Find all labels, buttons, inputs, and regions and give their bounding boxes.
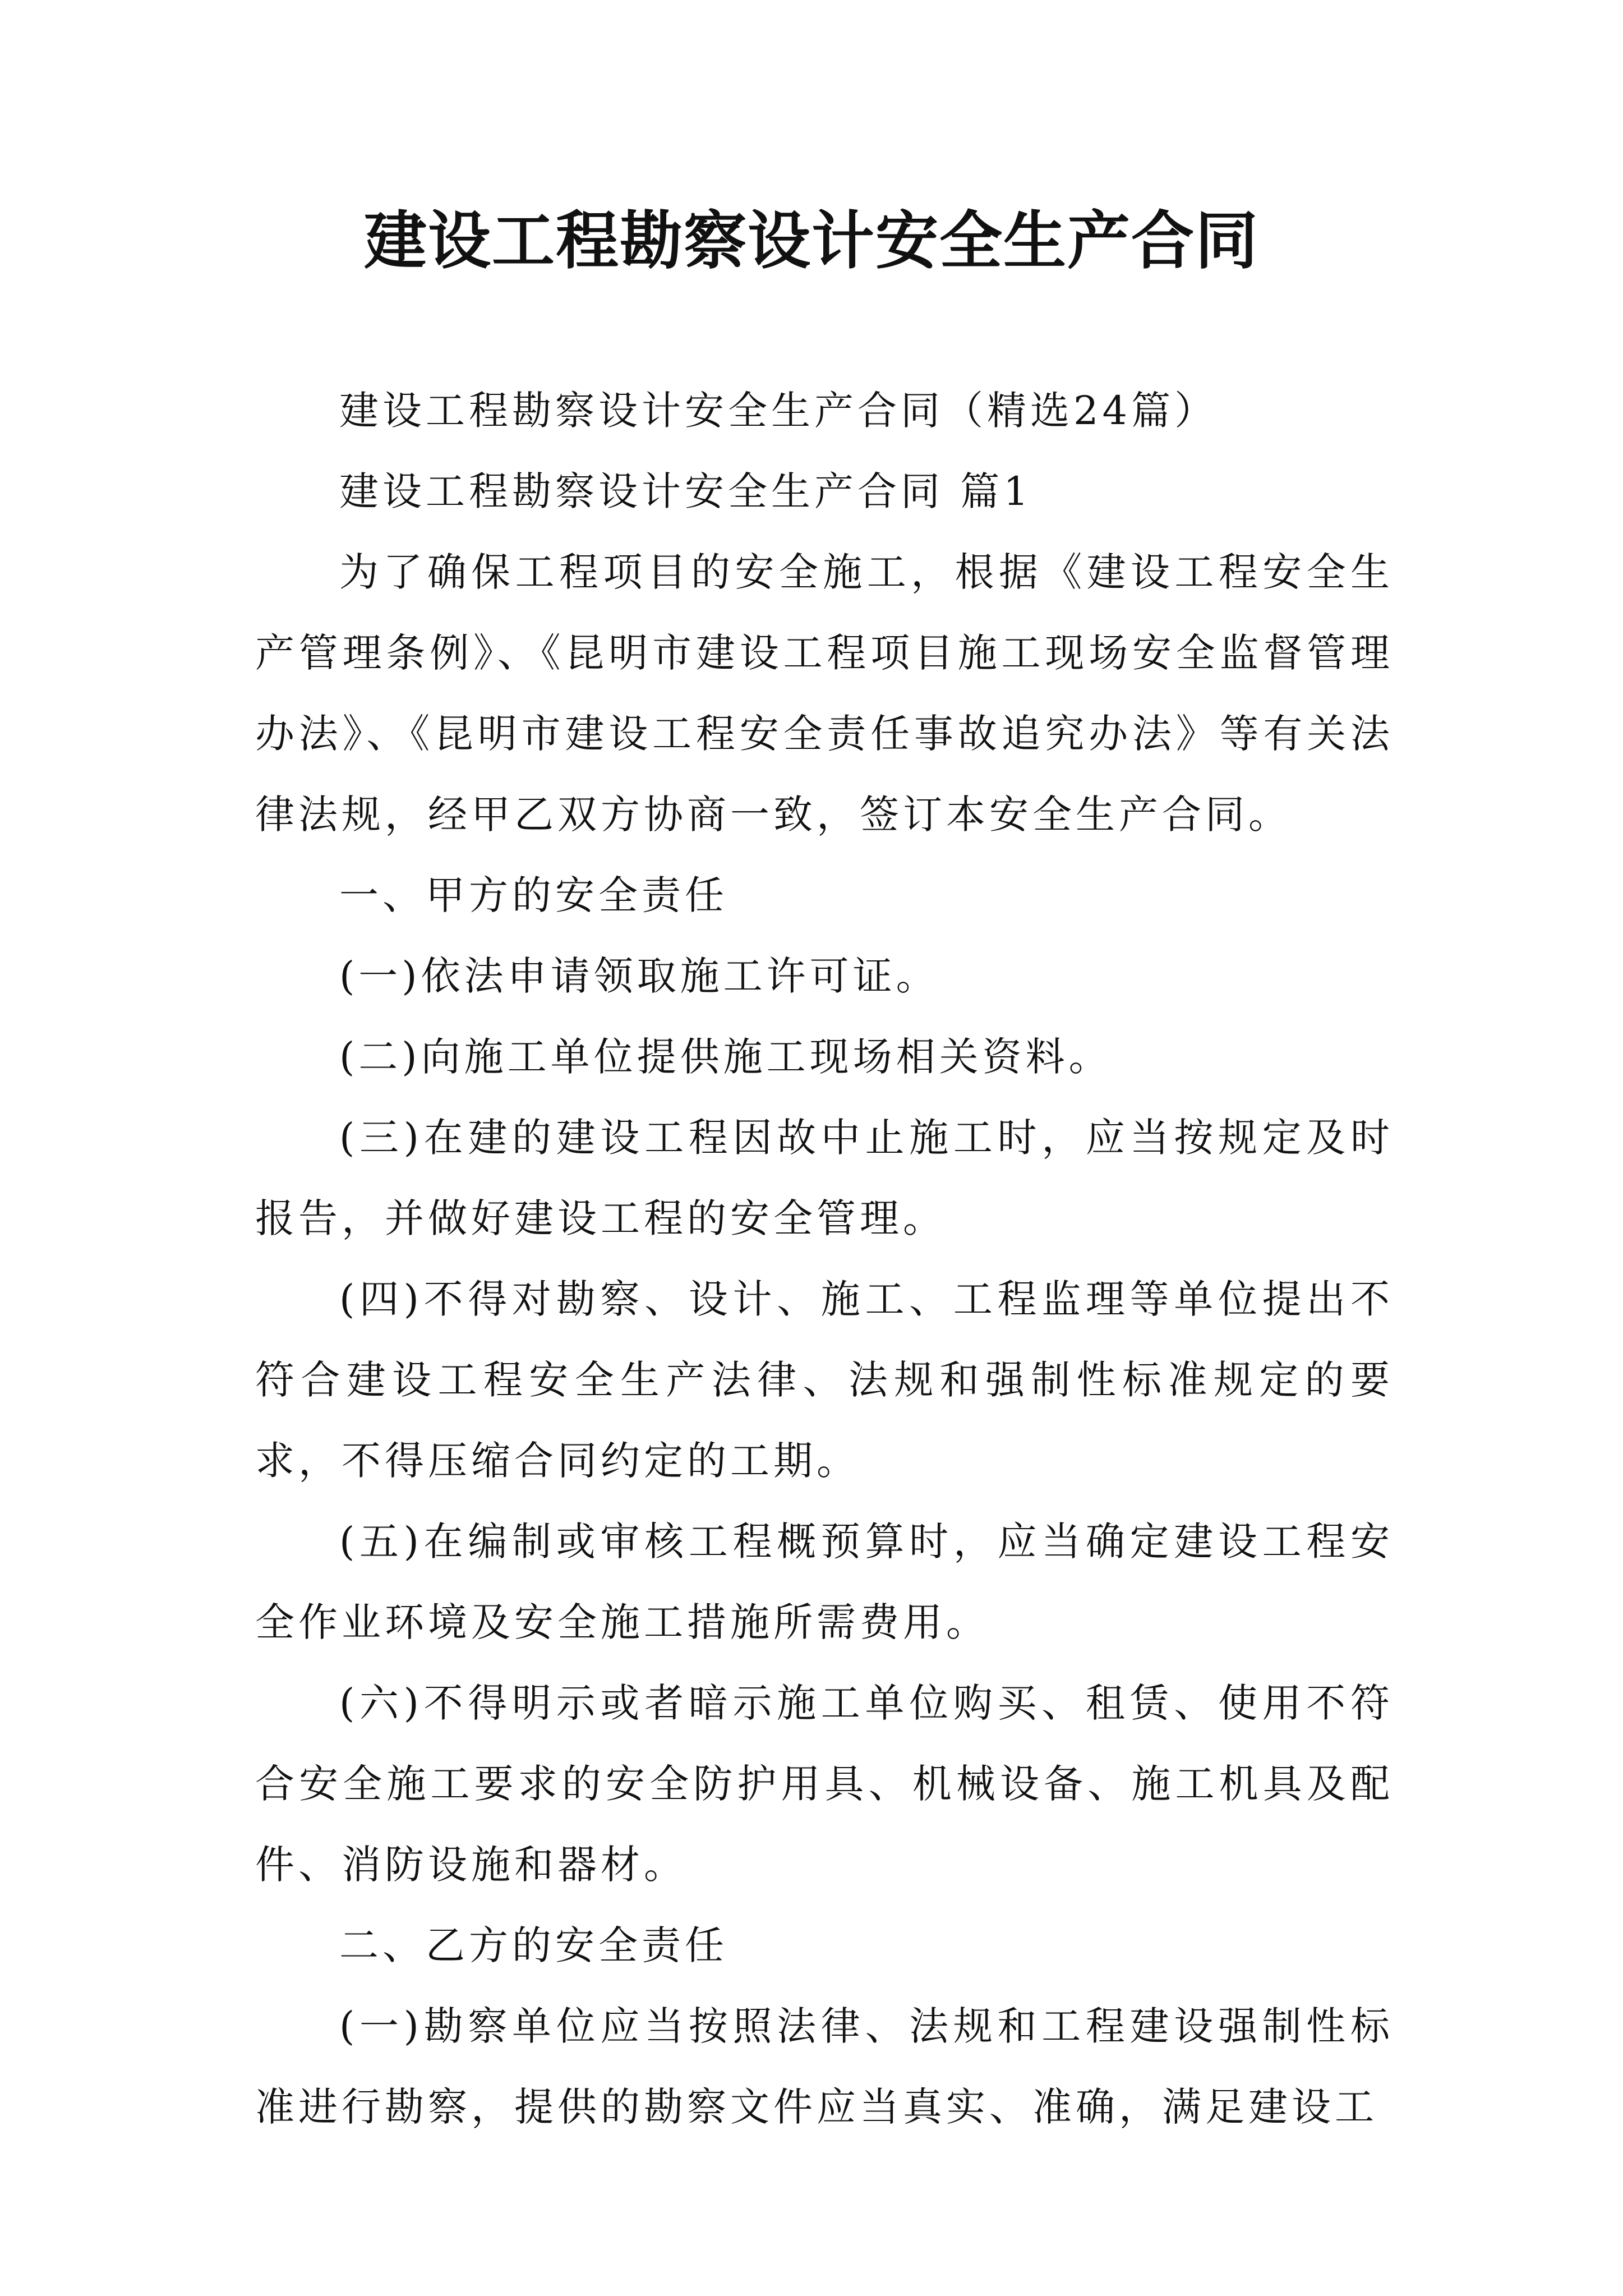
- paragraph: (五)在编制或审核工程概预算时，应当确定建设工程安全作业环境及安全施工措施所需费用。: [255, 1519, 1394, 1645]
- paragraph-heading: 二、乙方的安全责任: [339, 1922, 728, 1968]
- document-title: 建设工程勘察设计安全生产合同: [364, 205, 1259, 278]
- paragraph-heading: 一、甲方的安全责任: [339, 872, 728, 918]
- paragraph: (一)勘察单位应当按照法律、法规和工程建设强制性标准进行勘察，提供的勘察文件应当真实、准确，满足建设工: [255, 2003, 1394, 2130]
- paragraph: 为了确保工程项目的安全施工，根据《建设工程安全生产管理条例》、《昆明市建设工程项目施工现场安全监督管理办法》、《昆明市建设工程安全责任事故追究办法》等有关法律法规，经甲乙双方协商一致，签订本安全生产合同。: [255, 549, 1394, 838]
- paragraph: (三)在建的建设工程因故中止施工时，应当按规定及时报告，并做好建设工程的安全管理。: [255, 1115, 1394, 1241]
- paragraph: (二)向施工单位提供施工现场相关资料。: [339, 1034, 1112, 1080]
- paragraph-section-heading: 建设工程勘察设计安全生产合同 篇1: [339, 468, 1032, 514]
- paragraph-subtitle: 建设工程勘察设计安全生产合同（精选24篇）: [339, 388, 1218, 434]
- paragraph: (六)不得明示或者暗示施工单位购买、租赁、使用不符合安全施工要求的安全防护用具、机械设备、施工机具及配件、消防设施和器材。: [255, 1680, 1394, 1888]
- document-body: [255, 370, 1394, 2147]
- paragraph: (一)依法申请领取施工许可证。: [339, 953, 939, 999]
- paragraph: (四)不得对勘察、设计、施工、工程监理等单位提出不符合建设工程安全生产法律、法规和强制性标准规定的要求，不得压缩合同约定的工期。: [255, 1276, 1394, 1484]
